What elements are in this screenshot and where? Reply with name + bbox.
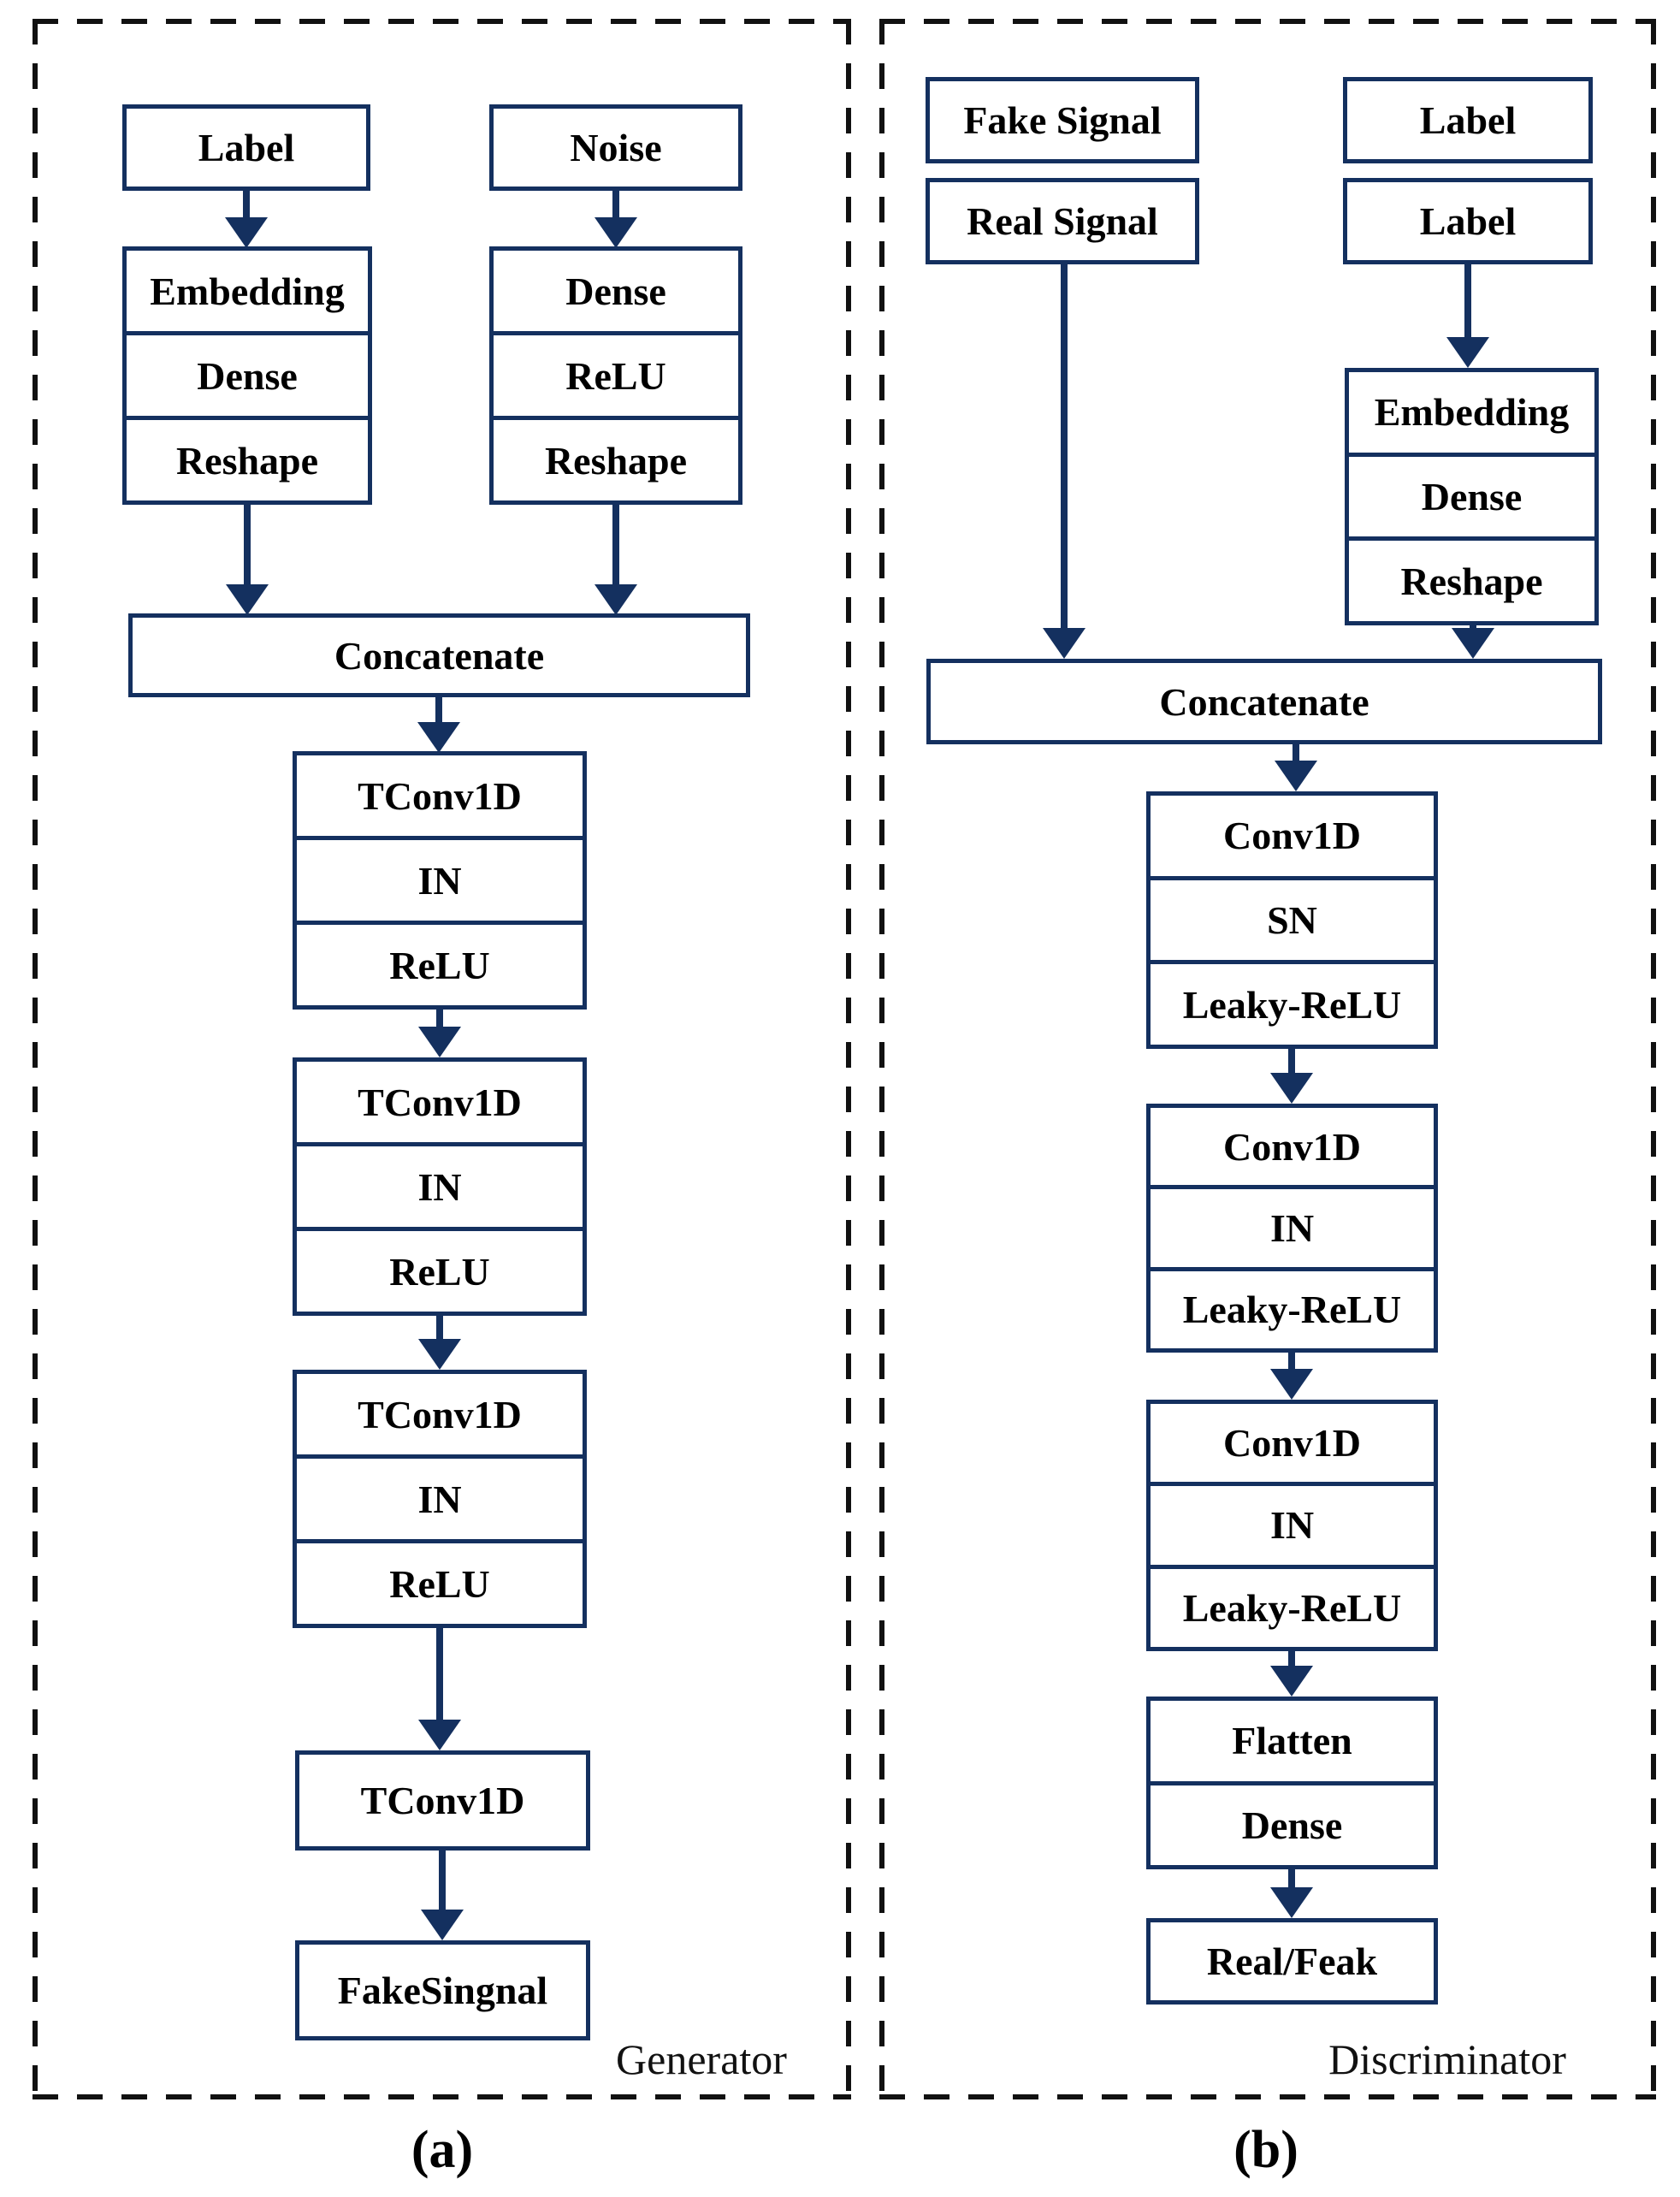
arrow-head <box>418 1027 461 1057</box>
arrow-head <box>595 584 637 615</box>
disc-concatenate-box: Concatenate <box>926 659 1602 744</box>
layer-dense: Dense <box>1151 1781 1434 1866</box>
layer-conv1d: Conv1D <box>1222 814 1362 858</box>
arrow-line <box>436 1628 443 1726</box>
layer-sn: SN <box>1151 876 1434 961</box>
disc-conv-stack-1 <box>1146 791 1438 1049</box>
panel-b-border-bottom <box>879 2094 1656 2099</box>
arrow-head <box>417 722 460 753</box>
panel-a-border-bottom <box>33 2094 851 2099</box>
panel-a-border-left <box>33 19 38 2099</box>
disc-conv-stack-2 <box>1146 1104 1438 1353</box>
layer-relu: ReLU <box>297 1227 583 1312</box>
caption-b: (b) <box>1233 2121 1298 2179</box>
panel-b-border-top <box>879 19 1656 24</box>
arrow-head <box>1452 628 1494 659</box>
arrow-line <box>612 505 619 589</box>
arrow-head <box>1270 1073 1313 1104</box>
gen-output-box: FakeSingnal <box>295 1940 590 2040</box>
arrow-head <box>1275 761 1317 791</box>
layer-embedding: Embedding <box>1374 390 1570 435</box>
layer-conv1d: Conv1D <box>1222 1421 1362 1466</box>
caption-a: (a) <box>411 2121 474 2179</box>
gen-concatenate-box: Concatenate <box>128 613 750 697</box>
arrow-head <box>595 217 637 248</box>
layer-dense: Dense <box>1349 453 1594 537</box>
panel-b-border-left <box>879 19 884 2099</box>
layer-in: IN <box>1151 1482 1434 1564</box>
arrow-line <box>439 1851 446 1916</box>
layer-embedding: Embedding <box>150 269 345 313</box>
discriminator-title: Discriminator <box>1328 2035 1566 2083</box>
layer-in: IN <box>297 1454 583 1539</box>
disc-output-box: Real/Feak <box>1146 1918 1438 2005</box>
arrow-head <box>1043 628 1085 659</box>
layer-tconv1d: TConv1D <box>358 1080 522 1124</box>
disc-label-box-1: Label <box>1343 77 1593 163</box>
layer-dense: Dense <box>127 331 368 416</box>
arrow-line <box>1061 264 1068 631</box>
arrow-head <box>421 1910 464 1940</box>
disc-conv-stack-3 <box>1146 1400 1438 1651</box>
disc-head-stack <box>1146 1697 1438 1869</box>
disc-real-signal-box: Real Signal <box>926 178 1199 264</box>
panel-a-border-right <box>846 19 851 2099</box>
arrow-head <box>1270 1887 1313 1918</box>
arrow-head <box>1270 1666 1313 1697</box>
disc-label-box-2: Label <box>1343 178 1593 264</box>
arrow-line <box>1288 1049 1295 1075</box>
gen-tconv-stack-1 <box>293 751 587 1010</box>
gen-label-stack <box>122 246 372 505</box>
disc-fake-signal-box: Fake Signal <box>926 77 1199 163</box>
layer-dense: Dense <box>565 269 666 313</box>
layer-leaky-relu: Leaky-ReLU <box>1151 1267 1434 1348</box>
gen-label-box: Label <box>122 104 370 191</box>
layer-reshape: Reshape <box>1349 536 1594 621</box>
layer-in: IN <box>297 836 583 921</box>
layer-relu: ReLU <box>297 921 583 1005</box>
disc-label-stack <box>1345 368 1599 625</box>
layer-relu: ReLU <box>494 331 738 416</box>
arrow-head <box>225 217 268 248</box>
arrow-line <box>244 505 251 589</box>
arrow-head <box>226 584 269 615</box>
layer-leaky-relu: Leaky-ReLU <box>1151 1565 1434 1647</box>
layer-relu: ReLU <box>297 1539 583 1624</box>
arrow-line <box>1464 264 1471 344</box>
panel-a-border-top <box>33 19 851 24</box>
gen-tconv-stack-2 <box>293 1057 587 1316</box>
layer-reshape: Reshape <box>127 416 368 500</box>
layer-flatten: Flatten <box>1232 1719 1352 1763</box>
gen-tconv-stack-3 <box>293 1370 587 1628</box>
gen-noise-box: Noise <box>489 104 742 191</box>
arrow-head <box>418 1339 461 1370</box>
gen-noise-stack <box>489 246 742 505</box>
arrow-head <box>1446 337 1489 368</box>
layer-tconv1d: TConv1D <box>358 1392 522 1436</box>
arrow-head <box>418 1720 461 1750</box>
layer-reshape: Reshape <box>494 416 738 500</box>
gen-tconv-final-box: TConv1D <box>295 1750 590 1851</box>
layer-conv1d: Conv1D <box>1222 1124 1362 1169</box>
layer-in: IN <box>1151 1185 1434 1266</box>
generator-title: Generator <box>616 2035 787 2083</box>
panel-b-border-right <box>1651 19 1656 2099</box>
arrow-head <box>1270 1369 1313 1400</box>
arrow-line <box>436 1316 443 1341</box>
layer-leaky-relu: Leaky-ReLU <box>1151 960 1434 1045</box>
layer-in: IN <box>297 1142 583 1227</box>
layer-tconv1d: TConv1D <box>358 773 522 818</box>
